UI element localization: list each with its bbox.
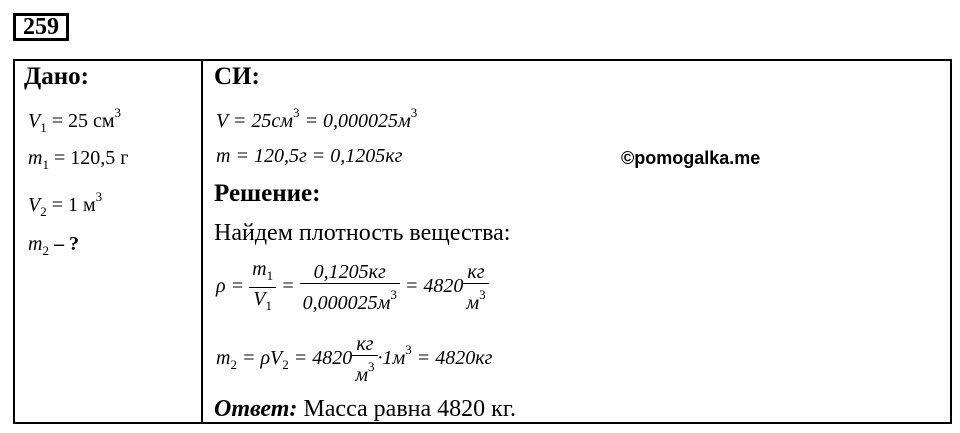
given-m2-unknown: $m_2$ – ? <box>28 233 79 258</box>
si-mass-line: m = 120,5г = 0,1205кг <box>216 145 403 167</box>
watermark: ©pomogalka.me <box>621 148 761 168</box>
mass-formula: $m_2 = \rho V_2 = 4820$ $\frac{кг}{м^3}$ $\cdot 1м^3 = 4820кг$ <box>216 333 493 386</box>
solution-intro: Найдем плотность вещества: <box>214 220 511 246</box>
fraction-values: $\frac{0,1205кг}{0,000025м^3}$ <box>300 261 400 314</box>
given-m1: $m_1 = 120,5$ г <box>28 147 129 172</box>
si-volume-line: $V = 25см^3 = 0,000025м^3$ <box>216 105 418 132</box>
fraction-units: $\frac{кг}{м^3}$ <box>463 261 488 314</box>
fraction-kg-m3: $\frac{кг}{м^3}$ <box>352 333 377 386</box>
column-divider <box>201 61 203 422</box>
si-header: СИ: <box>214 63 260 90</box>
problem-number: 259 <box>13 13 69 41</box>
answer-label: Ответ: <box>214 396 298 422</box>
solution-header: Решение: <box>214 180 321 207</box>
answer-line <box>214 396 516 423</box>
solution-table <box>13 59 952 424</box>
given-v1: $V_1 = 25$ $см^3$ <box>28 105 122 135</box>
answer-text: Масса равна 4820 кг. <box>297 396 516 422</box>
given-v2: $V_2 = 1$ $м^3$ <box>28 189 103 219</box>
fraction-m1-v1: $\frac{m_1}{V_1}$ <box>249 258 276 317</box>
density-formula: ρ = $\frac{m_1}{V_1}$ = $\frac{0,1205кг}{0,000025м^3}$ = 4820 $\frac{кг}{м^3}$ <box>216 258 489 317</box>
given-header: Дано: <box>24 63 89 90</box>
